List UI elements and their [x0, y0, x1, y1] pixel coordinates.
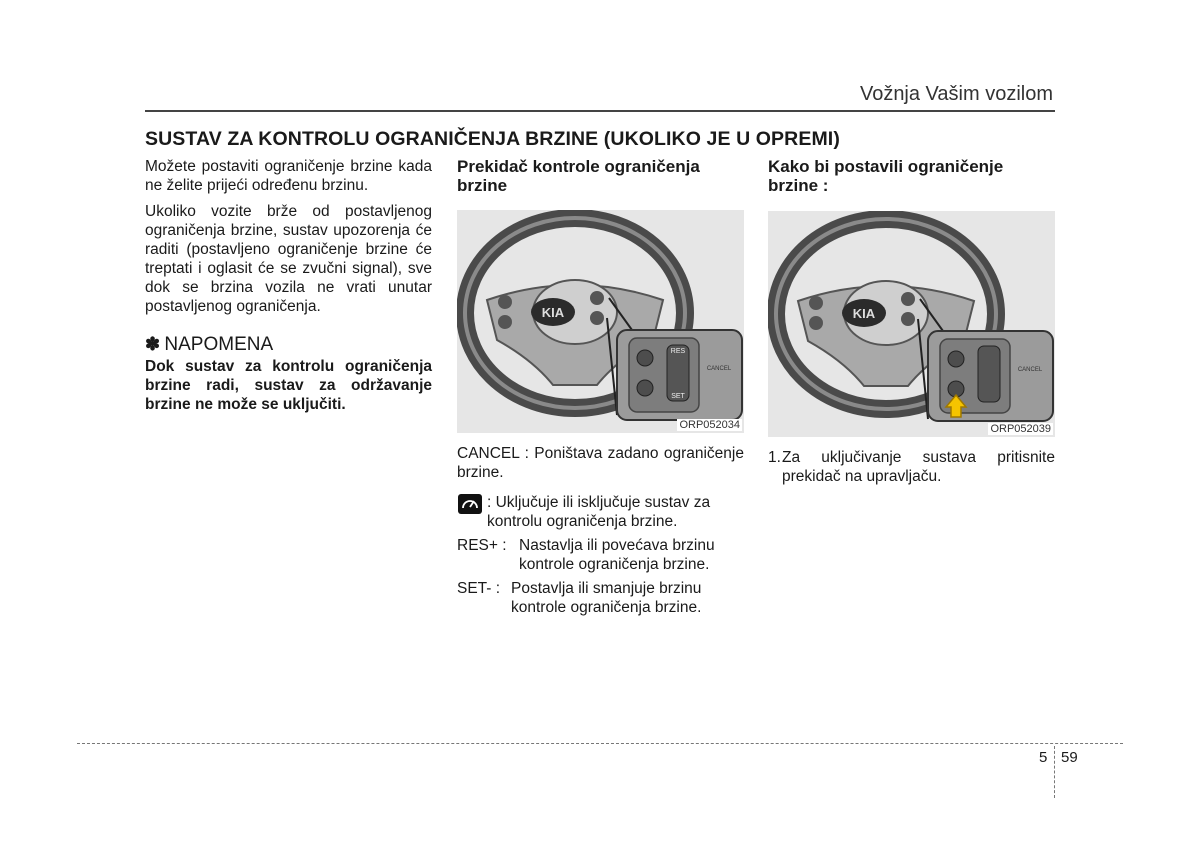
steering-wheel-figure [457, 210, 744, 433]
setting-steps [768, 448, 1055, 486]
column-setting [768, 157, 1055, 195]
res-label: RES+ : [457, 537, 507, 554]
intro-paragraph-2: Ukoliko vozite brže od postavljenog ograničenja brzine, sustav upozorenja će raditi (postavljeno ograničenje brzine će treptati i oglasit će se zvučni signal), sve dok se brzina vozila ne vrati unutar postavljenog ograničenja. [145, 203, 432, 315]
res-description: Nastavlja ili povećava brzinu kontrole ograničenja brzine. [519, 537, 715, 573]
set-label: SET- : [457, 580, 501, 597]
column-intro [145, 157, 432, 414]
svg-text:SET: SET [671, 393, 685, 400]
toggle-description-row [457, 493, 744, 531]
svg-text:CANCEL: CANCEL [1017, 367, 1043, 373]
kia-logo-icon: KIA [852, 306, 876, 321]
footer-divider [1054, 746, 1055, 798]
figure-code-2: ORP052039 [990, 423, 1051, 435]
note-heading [145, 335, 432, 355]
section-title: SUSTAV ZA KONTROLU OGRANIČENJA BRZINE (UKOLIKO JE U OPREMI) [145, 128, 840, 150]
steering-wheel-illustration [457, 210, 744, 433]
step-1 [768, 448, 1055, 486]
footer-rule [77, 743, 1123, 744]
step-1-number: 1. [768, 449, 781, 466]
steering-wheel-illustration-2 [768, 211, 1055, 437]
intro-paragraph-1: Možete postaviti ograničenje brzine kada ne želite prijeći određenu brzinu. [145, 158, 432, 194]
step-1-text: Za uključivanje sustava pritisnite prekidač na upravljaču. [782, 449, 1055, 485]
set-description-row [457, 579, 744, 617]
switch-descriptions [457, 444, 744, 617]
switch-heading: Prekidač kontrole ograničenja brzine [457, 157, 700, 195]
figure-code: ORP052034 [679, 419, 740, 431]
svg-text:CANCEL: CANCEL [706, 366, 732, 372]
cancel-description: CANCEL : Poništava zadano ograničenje brzine. [457, 445, 744, 481]
column-switch [457, 157, 744, 195]
steering-wheel-figure-2 [768, 211, 1055, 437]
res-description-row [457, 536, 744, 574]
set-description: Postavlja ili smanjuje brzinu kontrole ograničenja brzine. [511, 580, 702, 616]
kia-logo-icon: KIA [541, 305, 565, 320]
toggle-description: : Uključuje ili isključuje sustav za kontrolu ograničenja brzine. [487, 494, 711, 530]
page-number: 59 [1061, 749, 1078, 766]
speed-limit-icon [457, 493, 483, 515]
header-rule [145, 110, 1055, 112]
note-title: NAPOMENA [164, 334, 274, 355]
setting-heading: Kako bi postavili ograničenje brzine : [768, 157, 1004, 195]
running-header: Vožnja Vašim vozilom [859, 83, 1053, 105]
note-symbol-icon: ✽ [145, 334, 161, 354]
note-text: Dok sustav za kontrolu ograničenja brzine radi, sustav za održavanje brzine ne može se uključiti. [145, 358, 432, 413]
svg-text:RES: RES [670, 348, 686, 355]
chapter-number: 5 [1039, 749, 1048, 766]
